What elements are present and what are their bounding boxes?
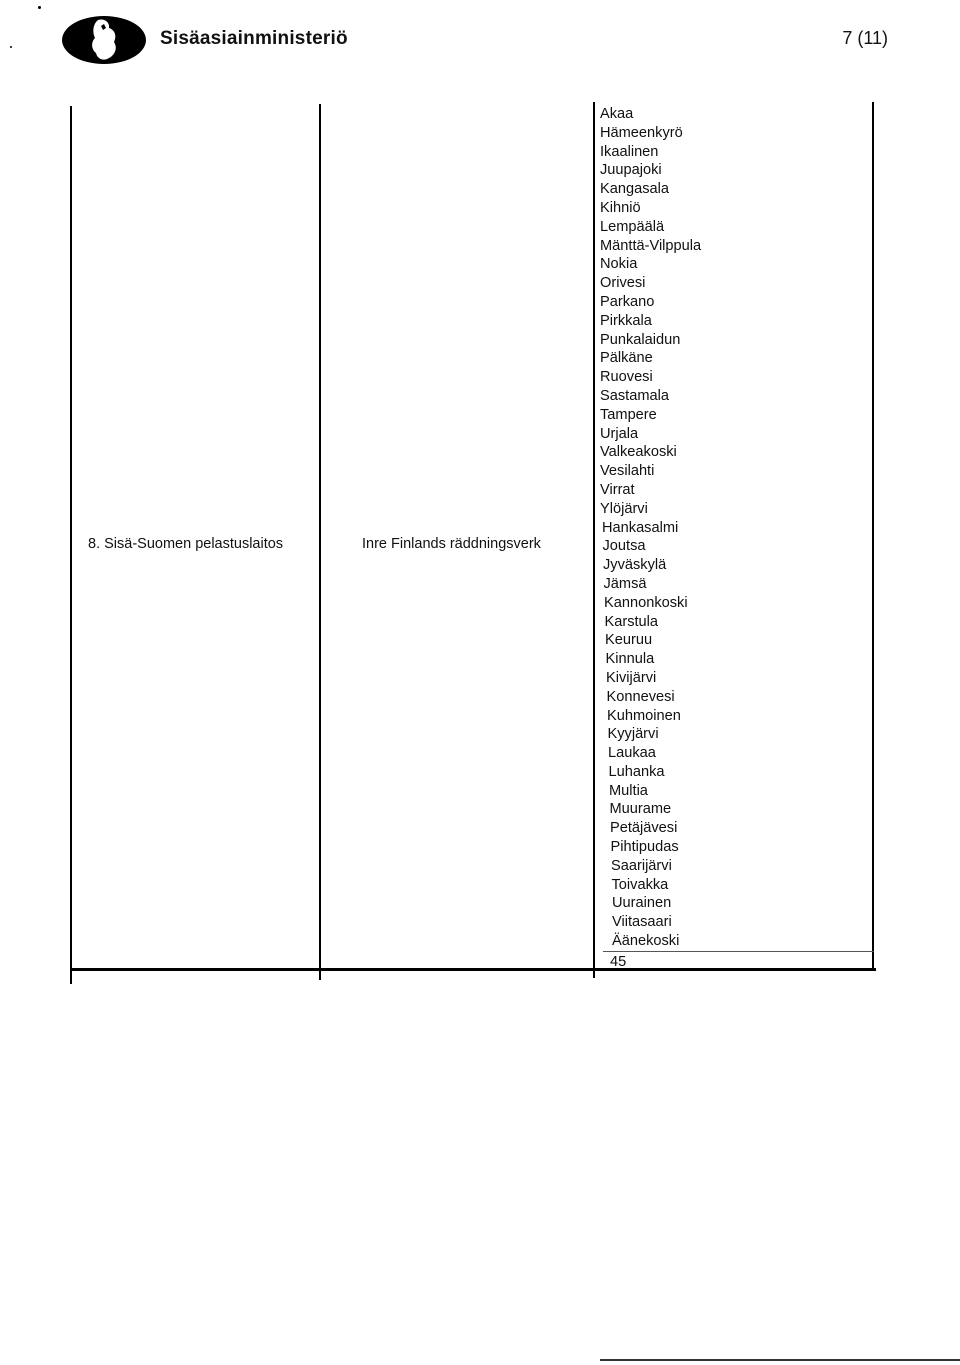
municipality-item: Laukaa [608,745,656,762]
municipality-item: Karstula [604,613,659,630]
municipality-item: Parkano [600,293,655,310]
municipality-item: Punkalaidun [600,331,681,348]
municipality-item: Hämeenkyrö [600,124,683,141]
municipality-item: Viitasaari [612,914,672,931]
municipality-item: Kangasala [600,181,669,198]
municipality-item: Joutsa [602,538,646,555]
footer-rule [600,1359,960,1361]
municipality-item: Kivijärvi [606,669,657,686]
municipality-item: Kinnula [605,651,655,668]
table-border-right [872,102,874,970]
rescue-service-name-swedish: Inre Finlands räddningsverk [362,536,541,552]
municipality-item: Konnevesi [606,688,675,705]
table-border-bottom [70,968,876,971]
municipality-item: Nokia [600,256,638,273]
municipality-item: Ruovesi [600,369,653,386]
municipality-item: Kuhmoinen [607,707,681,724]
municipality-item: Keuruu [605,632,653,649]
municipality-item: Jämsä [603,575,647,592]
municipality-item: Lempäälä [600,218,665,235]
scan-speck [10,46,12,48]
page-number: 7 (11) [842,28,888,48]
table-border-left [70,106,72,984]
municipality-item: Kannonkoski [604,594,688,611]
municipality-item: Kihniö [600,199,641,216]
municipality-item: Saarijärvi [611,857,672,874]
municipality-item: Muurame [609,801,672,818]
municipality-total: 45 [610,954,627,970]
municipality-item: Virrat [600,481,635,498]
ministry-logo-icon [60,12,150,66]
rescue-area-table [70,102,876,984]
municipality-item: Uurainen [612,895,672,912]
municipality-item: Toivakka [611,876,669,893]
scan-speck [38,6,41,9]
municipality-item: Urjala [600,425,639,442]
municipality-item: Akaa [600,106,634,122]
page-header [60,10,900,66]
table-divider-2 [593,102,595,978]
municipality-item: Kyyjärvi [607,726,659,743]
municipality-item: Pälkäne [600,350,653,367]
municipality-item: Äänekoski [612,933,680,950]
municipality-item: Hankasalmi [602,519,679,536]
rescue-service-name-finnish: 8. Sisä-Suomen pelastuslaitos [88,536,284,552]
municipality-item: Sastamala [600,387,669,404]
organization-name: Sisäasiainministeriö [160,28,348,49]
municipality-item: Tampere [600,406,657,423]
municipality-item: Jyväskylä [603,557,667,574]
total-row-line [603,951,874,952]
municipality-item: Mänttä-Vilppula [600,237,702,254]
municipality-item: Orivesi [600,275,646,292]
municipality-item: Juupajoki [600,162,662,179]
municipality-item: Ikaalinen [600,143,659,160]
municipality-item: Valkeakoski [600,444,677,461]
municipality-item: Multia [609,782,648,799]
municipality-item: Luhanka [608,763,665,780]
municipality-item: Pihtipudas [610,839,679,856]
municipality-item: Petäjävesi [610,820,678,837]
municipality-list [600,105,701,951]
municipality-item: Pirkkala [600,312,652,329]
municipality-item: Ylöjärvi [600,500,648,517]
table-divider-1 [319,104,321,980]
municipality-item: Vesilahti [600,463,655,480]
